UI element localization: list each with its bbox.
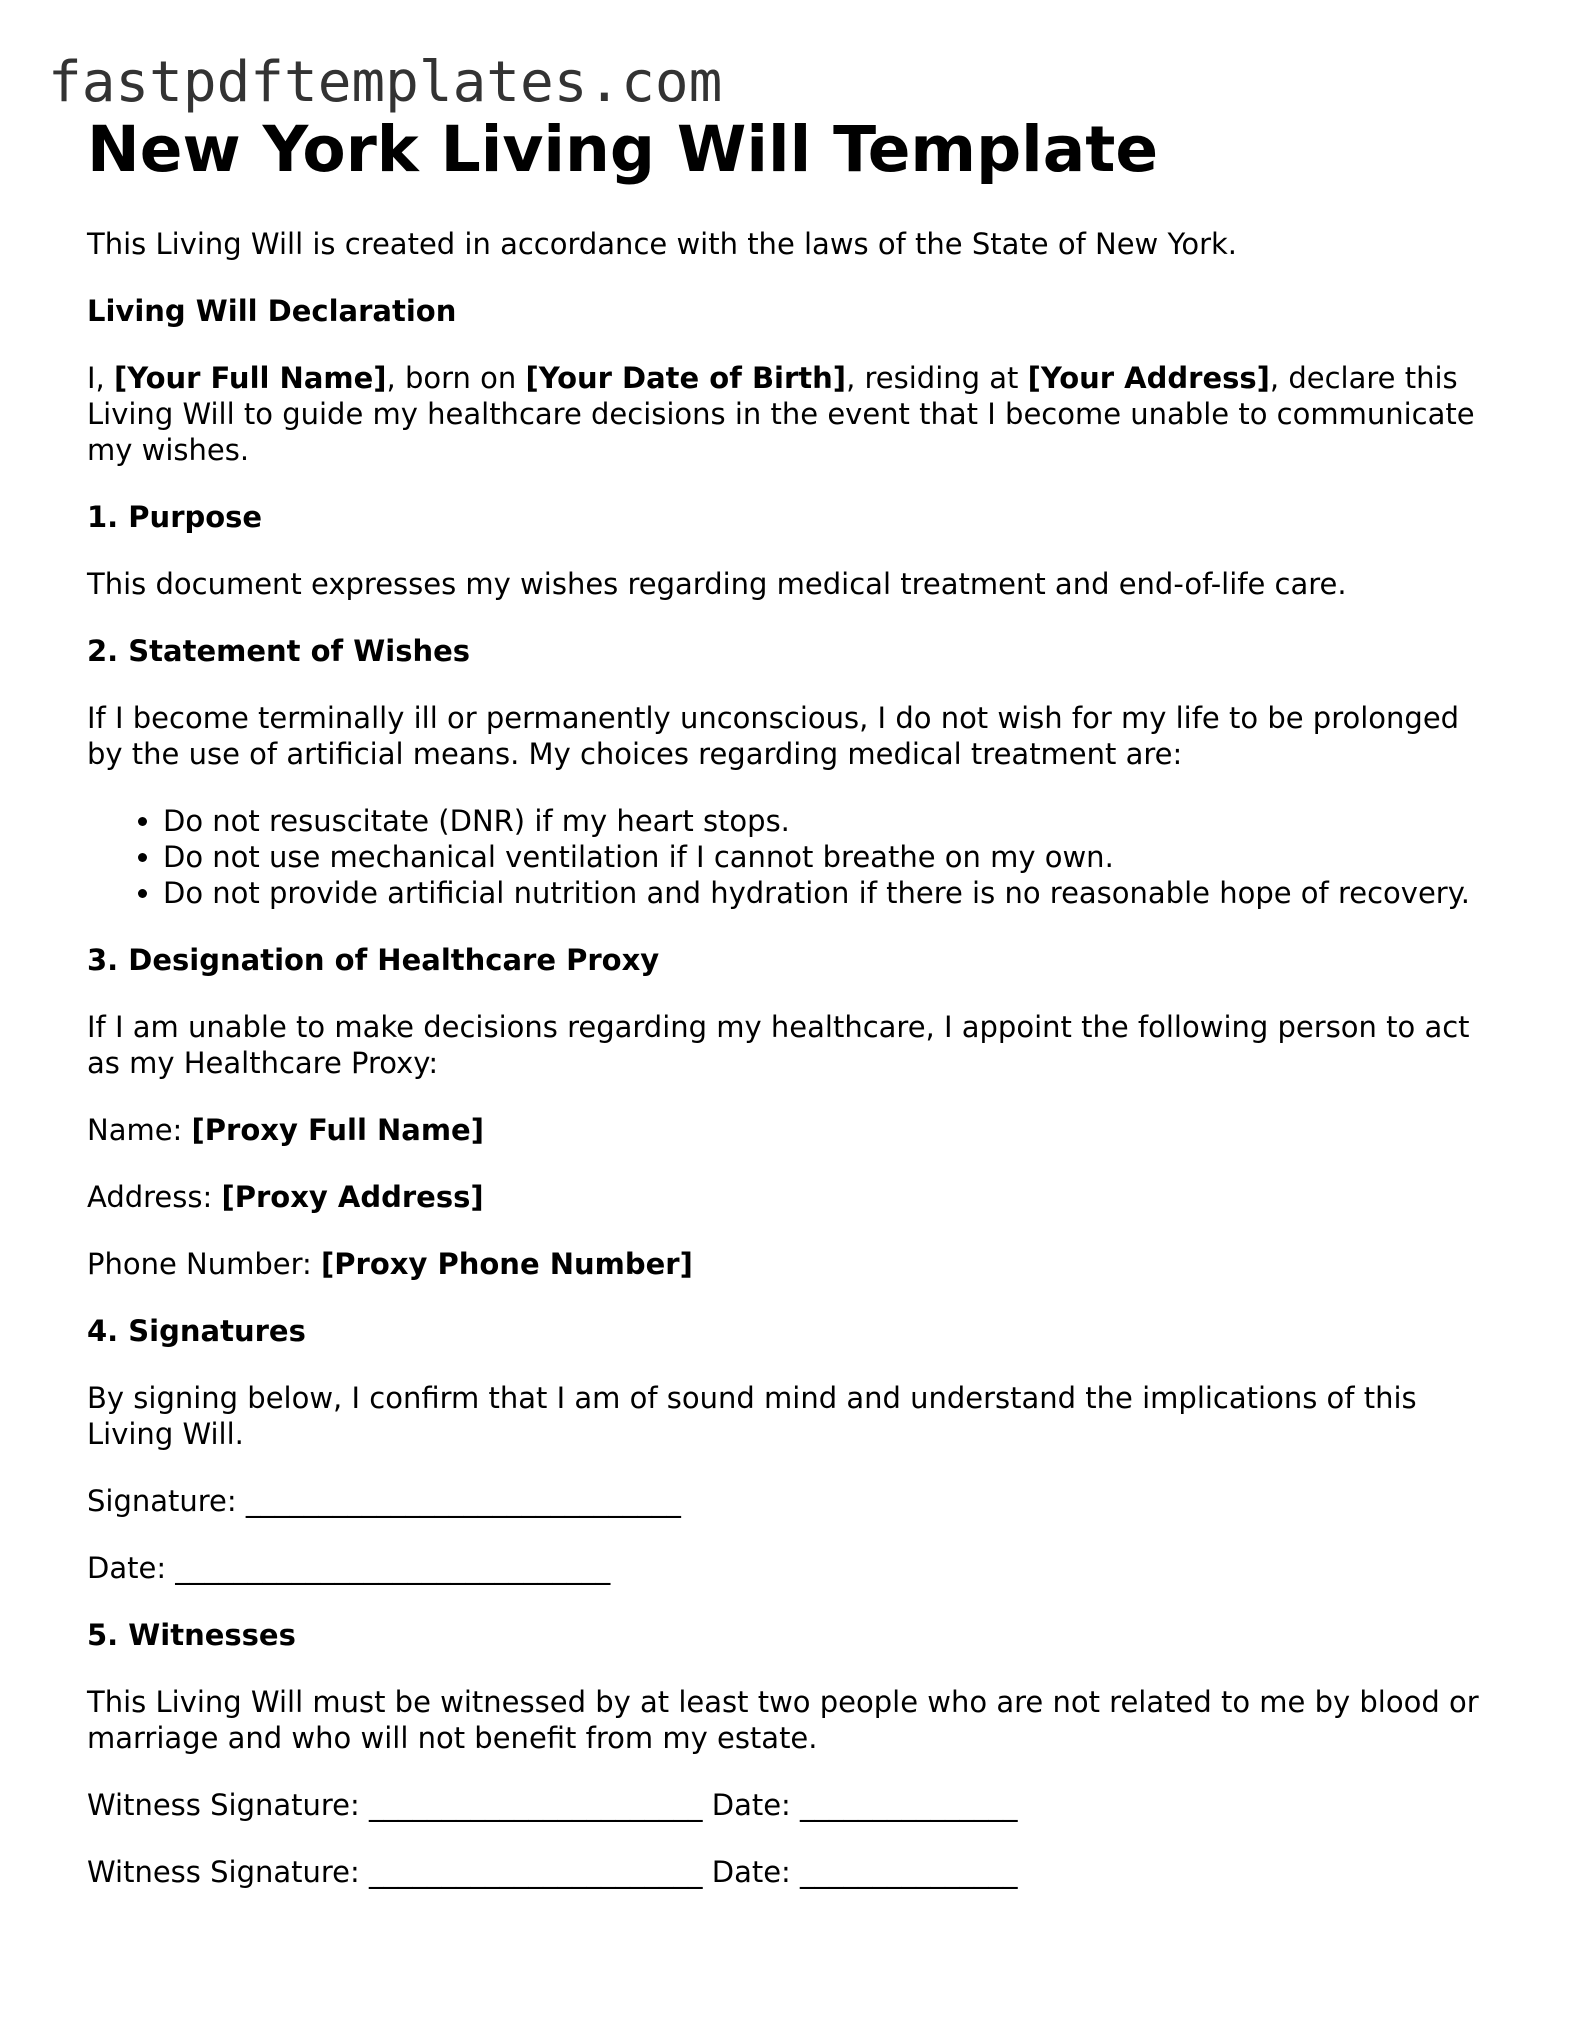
proxy-address-field: [Proxy Address] [221, 1180, 484, 1214]
proxy-paragraph: If I am unable to make decisions regarding my healthcare, I appoint the following person to act as my Healthcare Proxy: [87, 1010, 1470, 1080]
intro-paragraph: This Living Will is created in accordance with the laws of the State of New York. [87, 227, 1238, 261]
proxy-name-row [87, 1112, 1487, 1148]
witnesses-heading: 5. Witnesses [87, 1618, 296, 1652]
proxy-phone-label: Phone Number: [87, 1247, 322, 1281]
proxy-address-label: Address: [87, 1180, 222, 1214]
list-item: • Do not use mechanical ventilation if I cannot breathe on my own. [163, 839, 1487, 875]
witnesses-paragraph: This Living Will must be witnessed by at least two people who are not related to me by blood or marriage and who will not benefit from my estate. [87, 1685, 1479, 1755]
declaration-heading: Living Will Declaration [87, 294, 457, 328]
wishes-paragraph: If I become terminally ill or permanently unconscious, I do not wish for my life to be prolonged by the use of artificial means. My choices regarding medical treatment are: [87, 701, 1460, 771]
your-full-name-field: [Your Full Name] [114, 361, 387, 395]
witness-signature-line-2: Witness Signature: _______________________ Date: _______________ [87, 1855, 1018, 1889]
signatures-heading: 4. Signatures [87, 1314, 306, 1348]
wishes-heading: 2. Statement of Wishes [87, 634, 471, 668]
proxy-phone-row [87, 1246, 1487, 1282]
declaration-text-2: , born on [386, 361, 526, 395]
date-of-birth-field: [Your Date of Birth] [525, 361, 847, 395]
purpose-paragraph: This document expresses my wishes regarding medical treatment and end-of-life care. [87, 567, 1347, 601]
signature-line: Signature: ______________________________ [87, 1484, 681, 1518]
declaration-text-3: , residing at [846, 361, 1028, 395]
purpose-heading: 1. Purpose [87, 500, 263, 534]
your-address-field: [Your Address] [1027, 361, 1270, 395]
proxy-heading: 3. Designation of Healthcare Proxy [87, 943, 660, 977]
watermark-text: fastpdftemplates.com [48, 50, 723, 115]
proxy-address-row [87, 1179, 1487, 1215]
declaration-text-1: I, [87, 361, 114, 395]
date-line: Date: ______________________________ [87, 1551, 611, 1585]
document-page [87, 108, 1487, 1921]
proxy-name-field: [Proxy Full Name] [191, 1113, 484, 1147]
list-item: • Do not resuscitate (DNR) if my heart stops. [163, 803, 1487, 839]
signatures-paragraph: By signing below, I confirm that I am of sound mind and understand the implications of this Living Will. [87, 1381, 1417, 1451]
declaration-text-4: , declare this Living Will to guide my healthcare decisions in the event that I become unable to communicate my wishes. [87, 361, 1475, 467]
list-item: • Do not provide artificial nutrition and hydration if there is no reasonable hope of recovery. [163, 875, 1487, 911]
declaration-paragraph [87, 360, 1487, 468]
document-title: New York Living Will Template [87, 113, 1159, 186]
proxy-phone-field: [Proxy Phone Number] [321, 1247, 693, 1281]
witness-signature-line-1: Witness Signature: _______________________ Date: _______________ [87, 1788, 1018, 1822]
proxy-name-label: Name: [87, 1113, 192, 1147]
wishes-list [87, 803, 1487, 911]
